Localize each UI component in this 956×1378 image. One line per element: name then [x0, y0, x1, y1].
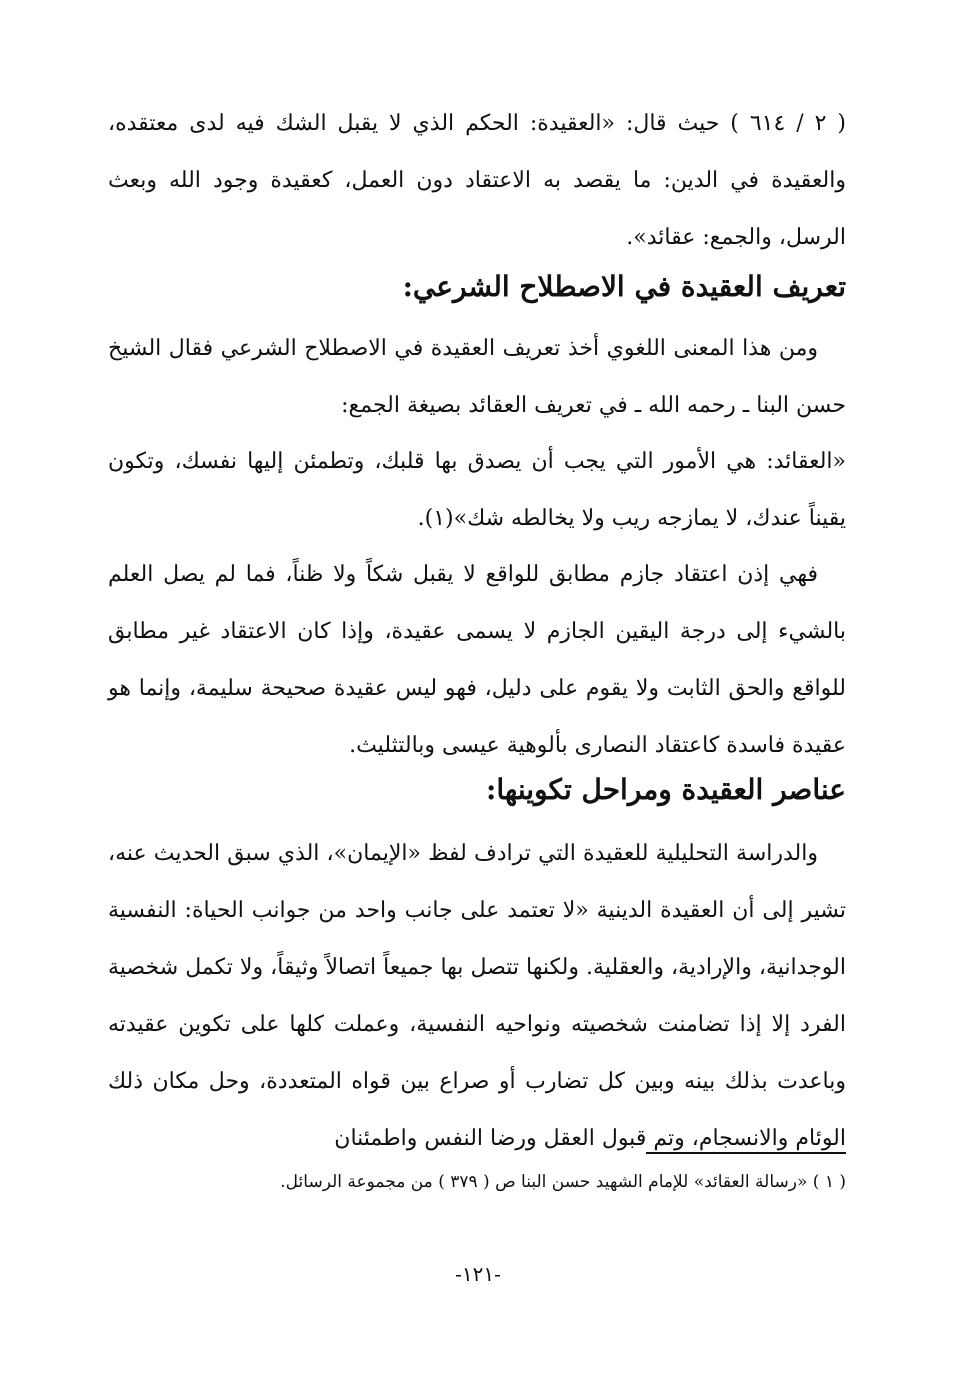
section-heading-definition: تعريف العقيدة في الاصطلاح الشرعي: — [402, 270, 846, 303]
footnote-1: ( ١ ) «رسالة العقائد» للإمام الشهيد حسن البنا ص ( ٣٧٩ ) من مجموعة الرسائل. — [280, 1172, 846, 1192]
paragraph-top: ( ٢ / ٦١٤ ) حيث قال: «العقيدة: الحكم الذي لا يقبل الشك فيه لدى معتقده، والعقيدة في الدين: ما يقصد به الاعتقاد دون العمل، كعقيدة وجود الله وبعث الرسل، والجمع: عقائد». — [108, 111, 847, 250]
paragraph-certainty: فهي إذن اعتقاد جازم مطابق للواقع لا يقبل شكاً ولا ظناً، فما لم يصل العلم بالشيء إلى درجة اليقين الجازم لا يسمى عقيدة، وإذا كان الاعتقاد غير مطابق للواقع والحق الثابت ولا يقوم على دليل، فهو ليس عقيدة صحيحة سليمة، وإنما هو عقيدة فاسدة كاعتقاد النصارى بألوهية عيسى وبالتثليث. — [108, 562, 846, 758]
paragraph-elements: والدراسة التحليلية للعقيدة التي ترادف لفظ «الإيمان»، الذي سبق الحديث عنه، تشير إلى أن العقيدة الدينية «لا تعتمد على جانب واحد من جوانب الحياة: النفسية الوجدانية، والإرادية، والعقلية. ولكنها تتصل بها جميعاً اتصالاً وثيقاً، ولا تكمل شخصية الفرد إلا إذا تضامنت شخصيته ونواحيه النفسية، وعملت كلها على تكوين عقيدته وباعدت بذلك بينه وبين كل تضارب أو صراع بين قواه المتعددة، وحل مكان ذلك الوئام والانسجام، وتم قبول العقل ورضا النفس واطمئنان — [108, 841, 846, 1151]
section-heading-elements: عناصر العقيدة ومراحل تكوينها: — [486, 773, 846, 806]
footnote-divider — [646, 1152, 846, 1154]
page-number: -١٢١- — [455, 1262, 501, 1286]
quote-banna: «العقائد: هي الأمور التي يجب أن يصدق بها قلبك، وتطمئن إليها نفسك، وتكون يقيناً عندك، لا يمازجه ريب ولا يخالطه شك»(١). — [108, 449, 846, 531]
paragraph-definition-intro: ومن هذا المعنى اللغوي أخذ تعريف العقيدة في الاصطلاح الشرعي فقال الشيخ حسن البنا ـ رحمه الله ـ في تعريف العقائد بصيغة الجمع: — [108, 336, 846, 418]
